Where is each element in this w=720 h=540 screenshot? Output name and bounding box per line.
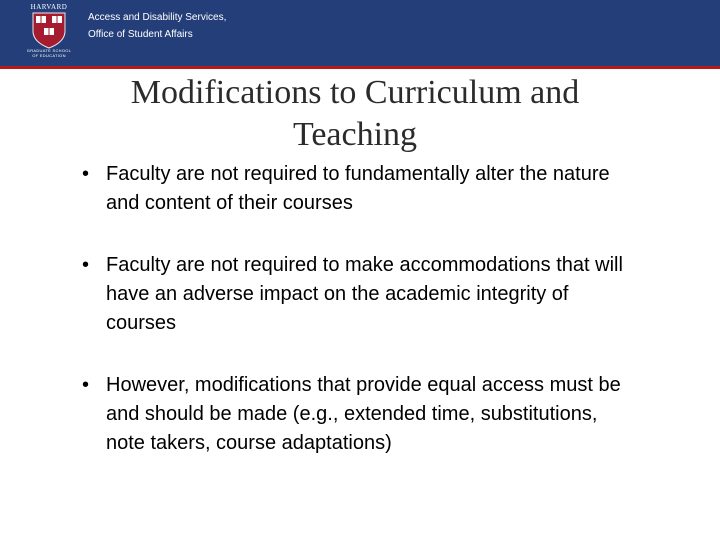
slide-title: Modifications to Curriculum and Teaching: [130, 74, 580, 153]
logo-wordmark: HARVARD: [30, 3, 68, 11]
org-name-line-1: Access and Disability Services,: [88, 12, 227, 23]
harvard-logo: [24, 3, 74, 63]
header-rule: [0, 66, 720, 69]
bullet-text: Faculty are not required to fundamentally alter the nature and content of their courses: [106, 163, 610, 214]
logo-caption: GRADUATE SCHOOL OF EDUCATION: [26, 48, 72, 58]
org-name-line-2: Office of Student Affairs: [88, 29, 193, 40]
bullet-item: [78, 160, 638, 218]
harvard-shield-icon: [24, 11, 74, 49]
bullet-marker: •: [82, 163, 90, 185]
bullet-text: However, modifications that provide equal access must be and should be made (e.g., extended time, substitutions, note takers, course adaptations): [106, 374, 621, 454]
bullet-item: [78, 251, 638, 338]
header-bar: [0, 0, 720, 66]
bullet-marker: •: [82, 374, 90, 396]
bullet-marker: •: [82, 254, 90, 276]
bullet-text: Faculty are not required to make accommodations that will have an adverse impact on the academic integrity of courses: [106, 254, 623, 334]
bullet-list: [78, 160, 638, 458]
bullet-item: [78, 371, 638, 458]
